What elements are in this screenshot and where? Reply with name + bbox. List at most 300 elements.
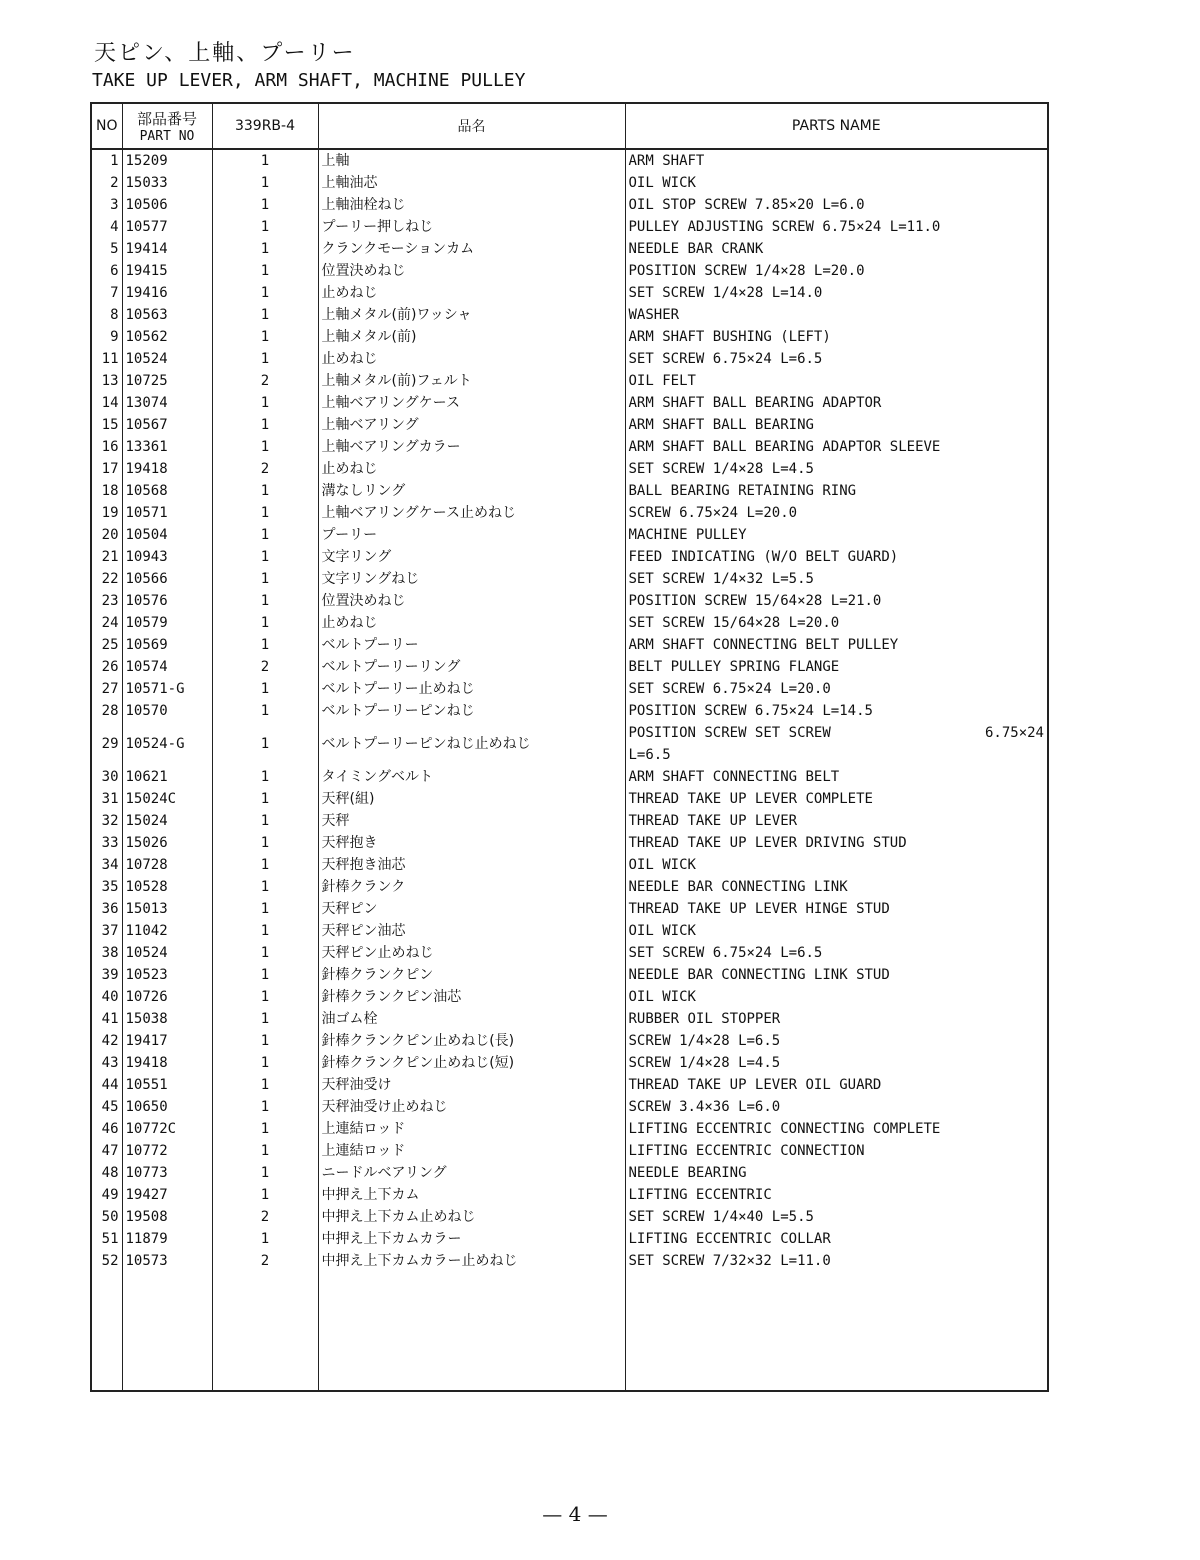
- cell-qty: 1: [212, 1052, 318, 1074]
- cell-part-no: 10528: [122, 876, 212, 898]
- table-row: [91, 898, 1048, 920]
- cell-qty: 1: [212, 568, 318, 590]
- cell-part-no: 19416: [122, 282, 212, 304]
- cell-no: 27: [91, 678, 122, 700]
- cell-name-jp: 上軸ベアリング: [318, 414, 625, 436]
- cell-name-jp: ベルトプーリーピンねじ: [318, 700, 625, 722]
- header-no: NO: [91, 103, 122, 149]
- cell-parts-name-tail: 6.75×24: [984, 725, 1044, 741]
- cell-part-no: 15024: [122, 810, 212, 832]
- cell-no: 47: [91, 1140, 122, 1162]
- table-row: [91, 1162, 1048, 1184]
- cell-qty: 1: [212, 920, 318, 942]
- cell-parts-name: LIFTING ECCENTRIC CONNECTING COMPLETE: [625, 1118, 1048, 1140]
- cell-qty: 2: [212, 1206, 318, 1228]
- cell-parts-name: POSITION SCREW 1/4×28 L=20.0: [625, 260, 1048, 282]
- cell-name-jp: クランクモーションカム: [318, 238, 625, 260]
- table-row: [91, 854, 1048, 876]
- table-row: [91, 1030, 1048, 1052]
- table-row: [91, 766, 1048, 788]
- table-row: [91, 172, 1048, 194]
- cell-no: 16: [91, 436, 122, 458]
- table-row: [91, 458, 1048, 480]
- cell-name-jp: 天秤ピン: [318, 898, 625, 920]
- cell-parts-name: POSITION SCREW 15/64×28 L=21.0: [625, 590, 1048, 612]
- cell-parts-name: RUBBER OIL STOPPER: [625, 1008, 1048, 1030]
- cell-no: 29: [91, 722, 122, 766]
- table-row: [91, 414, 1048, 436]
- cell-qty: 1: [212, 348, 318, 370]
- cell-qty: 1: [212, 1096, 318, 1118]
- table-row: [91, 810, 1048, 832]
- cell-part-no: 10566: [122, 568, 212, 590]
- cell-no: 38: [91, 942, 122, 964]
- cell-name-jp: 文字リング: [318, 546, 625, 568]
- cell-name-jp: 上連結ロッド: [318, 1118, 625, 1140]
- cell-qty: 1: [212, 832, 318, 854]
- table-row: [91, 1250, 1048, 1272]
- cell-qty: 1: [212, 194, 318, 216]
- cell-parts-name: SET SCREW 1/4×32 L=5.5: [625, 568, 1048, 590]
- cell-qty: 1: [212, 436, 318, 458]
- cell-name-jp: 天秤ピン止めねじ: [318, 942, 625, 964]
- table-row: [91, 370, 1048, 392]
- cell-part-no: 10567: [122, 414, 212, 436]
- cell-no: 18: [91, 480, 122, 502]
- blank-cell: [212, 1272, 318, 1391]
- cell-part-no: 10579: [122, 612, 212, 634]
- cell-name-jp: 上軸: [318, 149, 625, 172]
- parts-table: [90, 102, 1049, 1392]
- cell-part-no: 10772C: [122, 1118, 212, 1140]
- cell-parts-name: THREAD TAKE UP LEVER COMPLETE: [625, 788, 1048, 810]
- cell-name-jp: 位置決めねじ: [318, 590, 625, 612]
- cell-name-jp: 中押え上下カムカラー止めねじ: [318, 1250, 625, 1272]
- cell-name-jp: ベルトプーリー止めねじ: [318, 678, 625, 700]
- cell-part-no: 19414: [122, 238, 212, 260]
- cell-parts-name: MACHINE PULLEY: [625, 524, 1048, 546]
- cell-qty: 1: [212, 1118, 318, 1140]
- table-row: [91, 1206, 1048, 1228]
- cell-name-jp: 天秤抱き: [318, 832, 625, 854]
- cell-qty: 2: [212, 458, 318, 480]
- cell-qty: 1: [212, 612, 318, 634]
- cell-parts-name: SCREW 6.75×24 L=20.0: [625, 502, 1048, 524]
- cell-no: 17: [91, 458, 122, 480]
- cell-parts-name: FEED INDICATING (W/O BELT GUARD): [625, 546, 1048, 568]
- table-row: [91, 1074, 1048, 1096]
- cell-no: 51: [91, 1228, 122, 1250]
- cell-part-no: 10524-G: [122, 722, 212, 766]
- cell-qty: 1: [212, 766, 318, 788]
- cell-qty: 1: [212, 414, 318, 436]
- cell-parts-name: LIFTING ECCENTRIC COLLAR: [625, 1228, 1048, 1250]
- cell-qty: 1: [212, 524, 318, 546]
- cell-no: 30: [91, 766, 122, 788]
- cell-qty: 1: [212, 392, 318, 414]
- cell-part-no: 10576: [122, 590, 212, 612]
- cell-parts-name: NEEDLE BEARING: [625, 1162, 1048, 1184]
- cell-parts-name: NEEDLE BAR CONNECTING LINK: [625, 876, 1048, 898]
- cell-no: 48: [91, 1162, 122, 1184]
- blank-cell: [91, 1272, 122, 1391]
- cell-parts-name: LIFTING ECCENTRIC CONNECTION: [625, 1140, 1048, 1162]
- cell-part-no: 10772: [122, 1140, 212, 1162]
- table-row: [91, 546, 1048, 568]
- cell-no: 23: [91, 590, 122, 612]
- cell-no: 3: [91, 194, 122, 216]
- cell-parts-name: OIL STOP SCREW 7.85×20 L=6.0: [625, 194, 1048, 216]
- cell-parts-name: THREAD TAKE UP LEVER OIL GUARD: [625, 1074, 1048, 1096]
- table-row: [91, 1096, 1048, 1118]
- cell-name-jp: 上軸メタル(前): [318, 326, 625, 348]
- cell-part-no: 10524: [122, 348, 212, 370]
- cell-parts-name: SET SCREW 6.75×24 L=20.0: [625, 678, 1048, 700]
- cell-name-jp: 止めねじ: [318, 458, 625, 480]
- cell-parts-name-main: POSITION SCREW SET SCREW: [628, 725, 831, 741]
- cell-qty: 2: [212, 370, 318, 392]
- cell-qty: 1: [212, 1074, 318, 1096]
- table-row: [91, 920, 1048, 942]
- cell-qty: 1: [212, 942, 318, 964]
- cell-no: 50: [91, 1206, 122, 1228]
- cell-parts-name: OIL FELT: [625, 370, 1048, 392]
- cell-no: 19: [91, 502, 122, 524]
- header-name-jp: 品名: [318, 103, 625, 149]
- cell-name-jp: 位置決めねじ: [318, 260, 625, 282]
- cell-name-jp: 針棒クランク: [318, 876, 625, 898]
- cell-qty: 1: [212, 502, 318, 524]
- cell-qty: 1: [212, 546, 318, 568]
- cell-part-no: 15033: [122, 172, 212, 194]
- cell-no: 14: [91, 392, 122, 414]
- cell-qty: 1: [212, 1162, 318, 1184]
- cell-no: 42: [91, 1030, 122, 1052]
- cell-parts-name: ARM SHAFT BALL BEARING ADAPTOR SLEEVE: [625, 436, 1048, 458]
- page-number: — 4 —: [542, 1502, 608, 1526]
- table-row: [91, 149, 1048, 172]
- cell-no: 24: [91, 612, 122, 634]
- table-row: [91, 832, 1048, 854]
- cell-part-no: 10571: [122, 502, 212, 524]
- cell-name-jp: 上軸ベアリングケース: [318, 392, 625, 414]
- cell-name-jp: 針棒クランクピン油芯: [318, 986, 625, 1008]
- cell-qty: 1: [212, 216, 318, 238]
- cell-parts-name: SET SCREW 7/32×32 L=11.0: [625, 1250, 1048, 1272]
- table-row: [91, 1228, 1048, 1250]
- parts-table-body: [91, 149, 1048, 1391]
- cell-parts-name: SET SCREW 6.75×24 L=6.5: [625, 348, 1048, 370]
- header-part-no-en: PART NO: [139, 129, 195, 144]
- header-model: 339RB-4: [212, 103, 318, 149]
- cell-parts-name: ARM SHAFT CONNECTING BELT PULLEY: [625, 634, 1048, 656]
- table-row: [91, 986, 1048, 1008]
- cell-qty: 1: [212, 722, 318, 766]
- cell-part-no: 11879: [122, 1228, 212, 1250]
- cell-no: 2: [91, 172, 122, 194]
- cell-parts-name: OIL WICK: [625, 920, 1048, 942]
- cell-qty: 1: [212, 304, 318, 326]
- cell-qty: 1: [212, 854, 318, 876]
- cell-name-jp: ベルトプーリーリング: [318, 656, 625, 678]
- cell-part-no: 10524: [122, 942, 212, 964]
- cell-part-no: 15024C: [122, 788, 212, 810]
- cell-qty: 1: [212, 590, 318, 612]
- cell-name-jp: 上軸油芯: [318, 172, 625, 194]
- cell-parts-name: THREAD TAKE UP LEVER HINGE STUD: [625, 898, 1048, 920]
- cell-name-jp: 上軸油栓ねじ: [318, 194, 625, 216]
- cell-parts-name: SCREW 1/4×28 L=4.5: [625, 1052, 1048, 1074]
- table-row: [91, 788, 1048, 810]
- cell-part-no: 19417: [122, 1030, 212, 1052]
- cell-name-jp: 上連結ロッド: [318, 1140, 625, 1162]
- cell-no: 26: [91, 656, 122, 678]
- cell-qty: 1: [212, 326, 318, 348]
- header-part-no-jp: 部品番号: [136, 110, 197, 128]
- cell-qty: 2: [212, 1250, 318, 1272]
- cell-parts-name: ARM SHAFT CONNECTING BELT: [625, 766, 1048, 788]
- cell-no: 39: [91, 964, 122, 986]
- cell-qty: 1: [212, 282, 318, 304]
- cell-name-jp: 止めねじ: [318, 282, 625, 304]
- cell-no: 5: [91, 238, 122, 260]
- cell-parts-name: PULLEY ADJUSTING SCREW 6.75×24 L=11.0: [625, 216, 1048, 238]
- cell-no: 31: [91, 788, 122, 810]
- table-row: [91, 568, 1048, 590]
- cell-parts-name: ARM SHAFT BUSHING (LEFT): [625, 326, 1048, 348]
- cell-part-no: 10728: [122, 854, 212, 876]
- cell-no: 41: [91, 1008, 122, 1030]
- cell-parts-name: SCREW 3.4×36 L=6.0: [625, 1096, 1048, 1118]
- cell-no: 34: [91, 854, 122, 876]
- table-row: [91, 1184, 1048, 1206]
- table-row: [91, 348, 1048, 370]
- cell-name-jp: 天秤抱き油芯: [318, 854, 625, 876]
- cell-name-jp: 上軸ベアリングケース止めねじ: [318, 502, 625, 524]
- cell-no: 45: [91, 1096, 122, 1118]
- cell-no: 21: [91, 546, 122, 568]
- cell-parts-name: ARM SHAFT BALL BEARING: [625, 414, 1048, 436]
- cell-no: 52: [91, 1250, 122, 1272]
- table-row: [91, 1140, 1048, 1162]
- cell-parts-name: OIL WICK: [625, 986, 1048, 1008]
- cell-part-no: 13074: [122, 392, 212, 414]
- cell-parts-name: SET SCREW 1/4×28 L=14.0: [625, 282, 1048, 304]
- table-row: [91, 612, 1048, 634]
- cell-parts-name: ARM SHAFT: [625, 149, 1048, 172]
- cell-no: 11: [91, 348, 122, 370]
- cell-part-no: 10621: [122, 766, 212, 788]
- cell-parts-name: BALL BEARING RETAINING RING: [625, 480, 1048, 502]
- cell-part-no: 10574: [122, 656, 212, 678]
- cell-part-no: 15209: [122, 149, 212, 172]
- cell-name-jp: 中押え上下カムカラー: [318, 1228, 625, 1250]
- cell-part-no: 10563: [122, 304, 212, 326]
- cell-part-no: 10551: [122, 1074, 212, 1096]
- cell-qty: 1: [212, 238, 318, 260]
- cell-no: 15: [91, 414, 122, 436]
- table-row: [91, 436, 1048, 458]
- table-row: [91, 502, 1048, 524]
- cell-qty: 1: [212, 876, 318, 898]
- cell-no: 46: [91, 1118, 122, 1140]
- cell-name-jp: 天秤油受け: [318, 1074, 625, 1096]
- cell-no: 49: [91, 1184, 122, 1206]
- cell-parts-name: NEEDLE BAR CONNECTING LINK STUD: [625, 964, 1048, 986]
- cell-qty: 1: [212, 1228, 318, 1250]
- cell-part-no: 10504: [122, 524, 212, 546]
- table-row: [91, 964, 1048, 986]
- cell-qty: 1: [212, 986, 318, 1008]
- cell-qty: 1: [212, 1008, 318, 1030]
- cell-name-jp: 天秤: [318, 810, 625, 832]
- blank-cell: [625, 1272, 1048, 1391]
- cell-name-jp: タイミングベルト: [318, 766, 625, 788]
- cell-no: 25: [91, 634, 122, 656]
- cell-name-jp: 天秤油受け止めねじ: [318, 1096, 625, 1118]
- cell-name-jp: 中押え上下カム: [318, 1184, 625, 1206]
- cell-qty: 1: [212, 678, 318, 700]
- cell-no: 22: [91, 568, 122, 590]
- cell-parts-name: THREAD TAKE UP LEVER: [625, 810, 1048, 832]
- cell-part-no: 19418: [122, 1052, 212, 1074]
- cell-parts-name: SET SCREW 6.75×24 L=6.5: [625, 942, 1048, 964]
- cell-no: 44: [91, 1074, 122, 1096]
- table-row: [91, 1052, 1048, 1074]
- cell-no: 4: [91, 216, 122, 238]
- cell-parts-name: [625, 722, 1048, 766]
- cell-no: 43: [91, 1052, 122, 1074]
- cell-qty: 1: [212, 1030, 318, 1052]
- cell-name-jp: プーリー: [318, 524, 625, 546]
- table-row: [91, 876, 1048, 898]
- cell-name-jp: ニードルベアリング: [318, 1162, 625, 1184]
- cell-qty: 1: [212, 700, 318, 722]
- cell-name-jp: 上軸メタル(前)フェルト: [318, 370, 625, 392]
- cell-parts-name: OIL WICK: [625, 172, 1048, 194]
- cell-qty: 1: [212, 480, 318, 502]
- cell-no: 33: [91, 832, 122, 854]
- cell-parts-name: NEEDLE BAR CRANK: [625, 238, 1048, 260]
- cell-part-no: 19427: [122, 1184, 212, 1206]
- cell-qty: 1: [212, 810, 318, 832]
- table-row: [91, 634, 1048, 656]
- page-title-en: TAKE UP LEVER, ARM SHAFT, MACHINE PULLEY: [92, 70, 526, 91]
- cell-no: 9: [91, 326, 122, 348]
- cell-part-no: 10726: [122, 986, 212, 1008]
- cell-part-no: 15026: [122, 832, 212, 854]
- cell-part-no: 15013: [122, 898, 212, 920]
- cell-no: 32: [91, 810, 122, 832]
- cell-name-jp: 溝なしリング: [318, 480, 625, 502]
- cell-no: 35: [91, 876, 122, 898]
- table-row: [91, 678, 1048, 700]
- table-header-row: [91, 103, 1048, 149]
- cell-qty: 1: [212, 172, 318, 194]
- cell-name-jp: 止めねじ: [318, 612, 625, 634]
- cell-no: 1: [91, 149, 122, 172]
- cell-name-jp: 文字リングねじ: [318, 568, 625, 590]
- header-parts-name: PARTS NAME: [625, 103, 1048, 149]
- table-row: [91, 1118, 1048, 1140]
- table-row: [91, 238, 1048, 260]
- cell-name-jp: 上軸メタル(前)ワッシャ: [318, 304, 625, 326]
- cell-part-no: 10650: [122, 1096, 212, 1118]
- cell-parts-name: SET SCREW 1/4×28 L=4.5: [625, 458, 1048, 480]
- cell-qty: 2: [212, 656, 318, 678]
- cell-parts-name: SET SCREW 15/64×28 L=20.0: [625, 612, 1048, 634]
- cell-name-jp: 止めねじ: [318, 348, 625, 370]
- cell-parts-name: THREAD TAKE UP LEVER DRIVING STUD: [625, 832, 1048, 854]
- cell-parts-name: BELT PULLEY SPRING FLANGE: [625, 656, 1048, 678]
- cell-part-no: 10577: [122, 216, 212, 238]
- cell-parts-name: WASHER: [625, 304, 1048, 326]
- table-row: [91, 656, 1048, 678]
- cell-qty: 1: [212, 634, 318, 656]
- table-row: [91, 282, 1048, 304]
- cell-name-jp: 油ゴム栓: [318, 1008, 625, 1030]
- cell-part-no: 15038: [122, 1008, 212, 1030]
- cell-part-no: 11042: [122, 920, 212, 942]
- cell-qty: 1: [212, 964, 318, 986]
- cell-part-no: 10573: [122, 1250, 212, 1272]
- cell-part-no: 10943: [122, 546, 212, 568]
- table-row: [91, 260, 1048, 282]
- cell-part-no: 10523: [122, 964, 212, 986]
- header-part-no: [122, 103, 212, 149]
- cell-qty: 1: [212, 260, 318, 282]
- table-row: [91, 1008, 1048, 1030]
- table-row: [91, 392, 1048, 414]
- cell-no: 37: [91, 920, 122, 942]
- cell-no: 28: [91, 700, 122, 722]
- cell-name-jp: 天秤(組): [318, 788, 625, 810]
- cell-part-no: 10568: [122, 480, 212, 502]
- cell-parts-name: ARM SHAFT BALL BEARING ADAPTOR: [625, 392, 1048, 414]
- cell-name-jp: 針棒クランクピン止めねじ(長): [318, 1030, 625, 1052]
- cell-qty: 1: [212, 1184, 318, 1206]
- cell-name-jp: 天秤ピン油芯: [318, 920, 625, 942]
- table-row: [91, 304, 1048, 326]
- cell-part-no: 10571-G: [122, 678, 212, 700]
- page-title-jp: 天ピン、上軸、プーリー: [94, 41, 356, 66]
- blank-cell: [122, 1272, 212, 1391]
- table-blank-area: [91, 1272, 1048, 1391]
- cell-no: 36: [91, 898, 122, 920]
- cell-name-jp: プーリー押しねじ: [318, 216, 625, 238]
- cell-name-jp: 針棒クランクピン: [318, 964, 625, 986]
- cell-part-no: 10506: [122, 194, 212, 216]
- cell-part-no: 10570: [122, 700, 212, 722]
- cell-parts-name: POSITION SCREW 6.75×24 L=14.5: [625, 700, 1048, 722]
- cell-name-jp: 針棒クランクピン止めねじ(短): [318, 1052, 625, 1074]
- table-row: [91, 590, 1048, 612]
- cell-no: 7: [91, 282, 122, 304]
- cell-part-no: 10725: [122, 370, 212, 392]
- cell-name-jp: 上軸ベアリングカラー: [318, 436, 625, 458]
- cell-qty: 1: [212, 1140, 318, 1162]
- cell-name-jp: ベルトプーリー: [318, 634, 625, 656]
- cell-parts-name: OIL WICK: [625, 854, 1048, 876]
- cell-qty: 1: [212, 149, 318, 172]
- cell-part-no: 19418: [122, 458, 212, 480]
- cell-name-jp: ベルトプーリーピンねじ止めねじ: [318, 722, 625, 766]
- cell-name-jp: 中押え上下カム止めねじ: [318, 1206, 625, 1228]
- cell-parts-name: LIFTING ECCENTRIC: [625, 1184, 1048, 1206]
- table-row: [91, 216, 1048, 238]
- cell-qty: 1: [212, 788, 318, 810]
- cell-parts-name-line2: L=6.5: [628, 747, 671, 763]
